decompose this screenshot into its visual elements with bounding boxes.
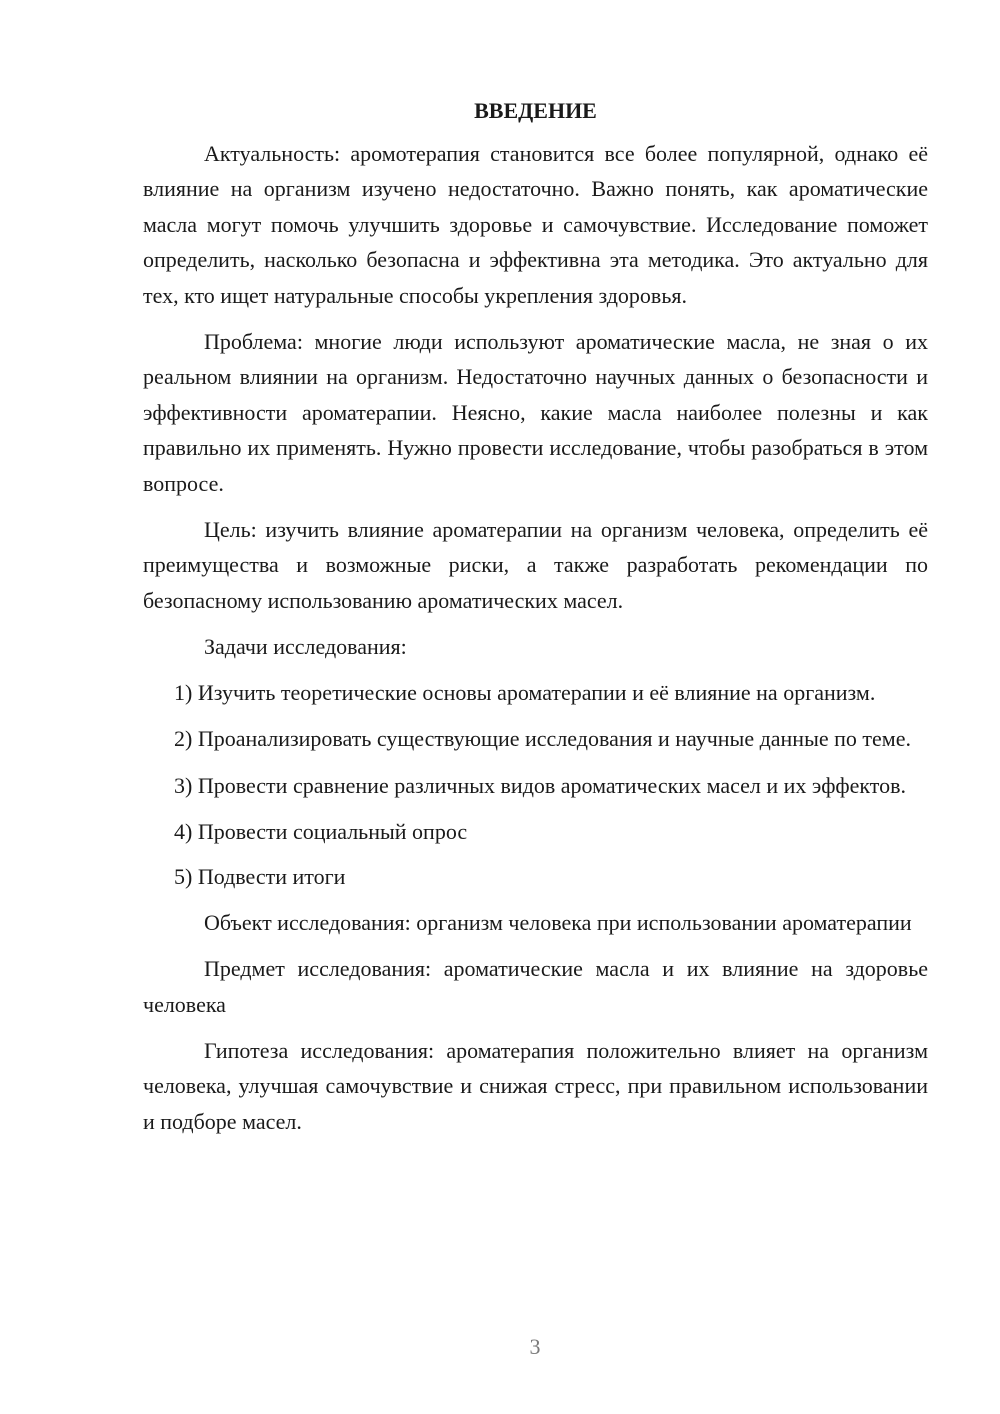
task-item-4: 4) Провести социальный опрос [174, 818, 468, 844]
page-number: 3 [529, 1334, 541, 1359]
task-item-3: 3) Провести сравнение различных видов ароматических масел и их эффектов. [174, 772, 907, 798]
task-item-1: 1) Изучить теоретические основы ароматерапии и её влияние на организм. [174, 679, 876, 705]
task-item-5: 5) Подвести итоги [174, 864, 346, 890]
hypothesis-paragraph: Гипотеза исследования: ароматерапия положительно влияет на организм человека, улучшая самочувствие и снижая стресс, при правильном использовании и подборе масел. [143, 1037, 928, 1134]
subject-paragraph: Предмет исследования: ароматические масла и их влияние на здоровье человека [143, 956, 928, 1017]
problem-paragraph: Проблема: многие люди используют ароматические масла, не зная о их реальном влиянии на организм. Недостаточно научных данных о безопасности и эффективности ароматерапии. Неясно, какие масла наиболее полезны и как правильно их применять. Нужно провести исследование, чтобы разобраться в этом вопросе. [143, 329, 928, 496]
page-content [143, 96, 928, 1150]
section-title: ВВЕДЕНИЕ [474, 98, 597, 123]
tasks-heading: Задачи исследования: [204, 634, 407, 660]
relevance-paragraph: Актуальность: аромотерапия становится все более популярной, однако её влияние на организм изучено недостаточно. Важно понять, как ароматические масла могут помочь улучшить здоровье и самочувствие. Исследование поможет определить, насколько безопасна и эффективна эта методика. Это актуально для тех, кто ищет натуральные способы укрепления здоровья. [143, 141, 928, 308]
goal-paragraph: Цель: изучить влияние ароматерапии на организм человека, определить её преимущества и возможные риски, а также разработать рекомендации по безопасному использованию ароматических масел. [143, 517, 928, 613]
object-paragraph: Объект исследования: организм человека при использовании ароматерапии [204, 909, 912, 935]
task-item-2: 2) Проанализировать существующие исследования и научные данные по теме. [174, 726, 911, 752]
